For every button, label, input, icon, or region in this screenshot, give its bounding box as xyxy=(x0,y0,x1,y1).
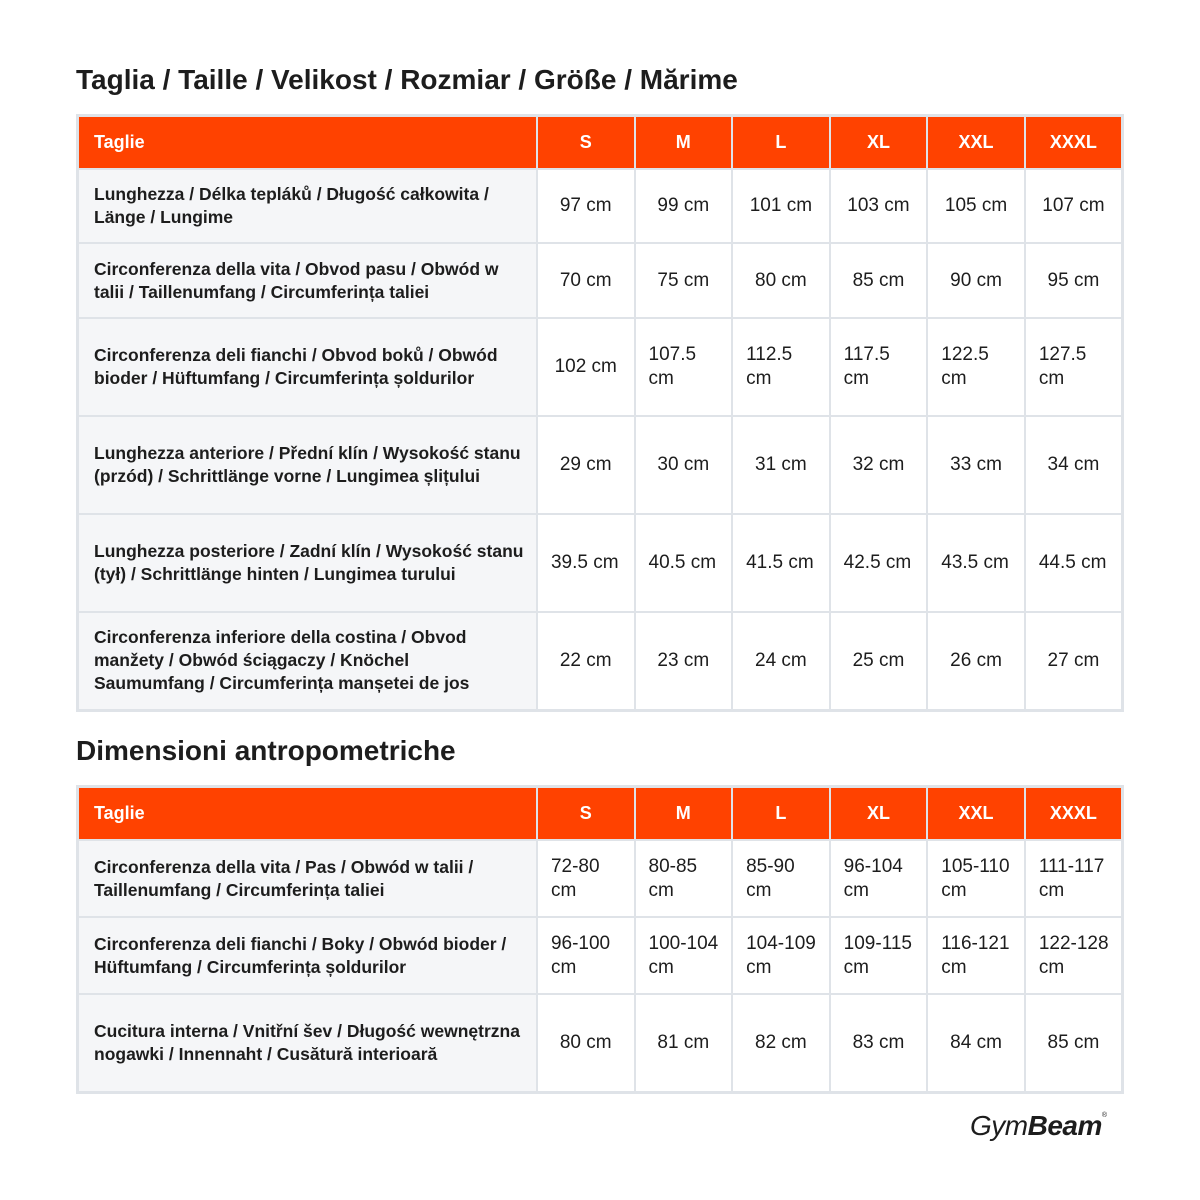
table-cell: 122.5 cm xyxy=(927,318,1025,416)
table-cell: 80 cm xyxy=(732,243,830,318)
table-cell: 85 cm xyxy=(830,243,928,318)
row-label: Circonferenza deli fianchi / Obvod boků / Obwód bioder / Hüftumfang / Circumferința șoldurilor xyxy=(78,318,537,416)
table-cell: 116-121 cm xyxy=(927,917,1025,994)
table-cell: 31 cm xyxy=(732,416,830,514)
table-row xyxy=(78,917,1123,994)
table-cell: 27 cm xyxy=(1025,612,1123,710)
row-label: Circonferenza deli fianchi / Boky / Obwód bioder / Hüftumfang / Circumferința șoldurilor xyxy=(78,917,537,994)
table-row xyxy=(78,318,1123,416)
table-cell: 75 cm xyxy=(635,243,733,318)
table-cell: 103 cm xyxy=(830,169,928,243)
table-cell: 101 cm xyxy=(732,169,830,243)
table-cell: 90 cm xyxy=(927,243,1025,318)
table-cell: 105 cm xyxy=(927,169,1025,243)
body-dimensions-title: Dimensioni antropometriche xyxy=(76,735,456,766)
table-cell: 26 cm xyxy=(927,612,1025,710)
header-cell-sizes: Taglie xyxy=(78,787,537,841)
header-cell-sizes: Taglie xyxy=(78,116,537,170)
row-label: Lunghezza posteriore / Zadní klín / Wysokość stanu (tył) / Schrittlänge hinten / Lungimea turului xyxy=(78,514,537,612)
table-row xyxy=(78,612,1123,710)
table-cell: 44.5 cm xyxy=(1025,514,1123,612)
table-cell: 29 cm xyxy=(537,416,635,514)
row-label: Circonferenza della vita / Pas / Obwód w talii / Taillenumfang / Circumferința taliei xyxy=(78,840,537,917)
table-cell: 34 cm xyxy=(1025,416,1123,514)
header-cell-xxl: XXL xyxy=(927,116,1025,170)
row-label: Circonferenza della vita / Obvod pasu / Obwód w talii / Taillenumfang / Circumferința taliei xyxy=(78,243,537,318)
table-cell: 80-85 cm xyxy=(635,840,733,917)
header-cell-l: L xyxy=(732,787,830,841)
table-cell: 95 cm xyxy=(1025,243,1123,318)
table-row xyxy=(78,994,1123,1092)
table-cell: 70 cm xyxy=(537,243,635,318)
table-cell: 97 cm xyxy=(537,169,635,243)
table-cell: 107 cm xyxy=(1025,169,1123,243)
header-cell-s: S xyxy=(537,116,635,170)
table-cell: 80 cm xyxy=(537,994,635,1092)
table-cell: 117.5 cm xyxy=(830,318,928,416)
table-cell: 99 cm xyxy=(635,169,733,243)
table-cell: 81 cm xyxy=(635,994,733,1092)
table-cell: 109-115 cm xyxy=(830,917,928,994)
table-cell: 122-128 cm xyxy=(1025,917,1123,994)
table-cell: 43.5 cm xyxy=(927,514,1025,612)
table-cell: 72-80 cm xyxy=(537,840,635,917)
table-cell: 83 cm xyxy=(830,994,928,1092)
header-cell-xl: XL xyxy=(830,787,928,841)
table-cell: 30 cm xyxy=(635,416,733,514)
gymbeam-logo xyxy=(970,1110,1107,1142)
table-cell: 25 cm xyxy=(830,612,928,710)
table-header-row xyxy=(78,116,1123,170)
table-cell: 96-104 cm xyxy=(830,840,928,917)
header-cell-s: S xyxy=(537,787,635,841)
table-cell: 85-90 cm xyxy=(732,840,830,917)
header-cell-xxl: XXL xyxy=(927,787,1025,841)
table-cell: 40.5 cm xyxy=(635,514,733,612)
table-cell: 42.5 cm xyxy=(830,514,928,612)
table-cell: 112.5 cm xyxy=(732,318,830,416)
table-row xyxy=(78,243,1123,318)
table-cell: 41.5 cm xyxy=(732,514,830,612)
header-cell-xxxl: XXXL xyxy=(1025,116,1123,170)
table-cell: 105-110 cm xyxy=(927,840,1025,917)
table-cell: 39.5 cm xyxy=(537,514,635,612)
table-cell: 85 cm xyxy=(1025,994,1123,1092)
logo-text-light: Gym xyxy=(970,1110,1028,1141)
table-cell: 111-117 cm xyxy=(1025,840,1123,917)
row-label: Cucitura interna / Vnitřní šev / Długość wewnętrzna nogawki / Innennaht / Cusătură interioară xyxy=(78,994,537,1092)
table-cell: 84 cm xyxy=(927,994,1025,1092)
header-cell-xxxl: XXXL xyxy=(1025,787,1123,841)
table-cell: 104-109 cm xyxy=(732,917,830,994)
table-cell: 32 cm xyxy=(830,416,928,514)
table-row xyxy=(78,416,1123,514)
header-cell-xl: XL xyxy=(830,116,928,170)
table-cell: 23 cm xyxy=(635,612,733,710)
table-row xyxy=(78,514,1123,612)
table-cell: 33 cm xyxy=(927,416,1025,514)
row-label: Lunghezza anteriore / Přední klín / Wysokość stanu (przód) / Schrittlänge vorne / Lungimea șlițului xyxy=(78,416,537,514)
table-cell: 102 cm xyxy=(537,318,635,416)
body-dimensions-table xyxy=(76,785,1124,1094)
table-row xyxy=(78,840,1123,917)
header-cell-l: L xyxy=(732,116,830,170)
header-cell-m: M xyxy=(635,787,733,841)
table-cell: 82 cm xyxy=(732,994,830,1092)
table-cell: 107.5 cm xyxy=(635,318,733,416)
table-cell: 24 cm xyxy=(732,612,830,710)
row-label: Lunghezza / Délka tepláků / Długość całkowita / Länge / Lungime xyxy=(78,169,537,243)
table-cell: 96-100 cm xyxy=(537,917,635,994)
table-row xyxy=(78,169,1123,243)
table-cell: 22 cm xyxy=(537,612,635,710)
registered-mark: ® xyxy=(1101,1112,1107,1119)
size-table-title: Taglia / Taille / Velikost / Rozmiar / Größe / Mărime xyxy=(76,64,738,95)
logo-text-bold: Beam xyxy=(1027,1110,1102,1141)
table-cell: 100-104 cm xyxy=(635,917,733,994)
table-cell: 127.5 cm xyxy=(1025,318,1123,416)
row-label: Circonferenza inferiore della costina / Obvod manžety / Obwód ściągaczy / Knöchel Saumumfang / Circumferința manșetei de jos xyxy=(78,612,537,710)
table-header-row xyxy=(78,787,1123,841)
garment-size-table xyxy=(76,114,1124,712)
header-cell-m: M xyxy=(635,116,733,170)
